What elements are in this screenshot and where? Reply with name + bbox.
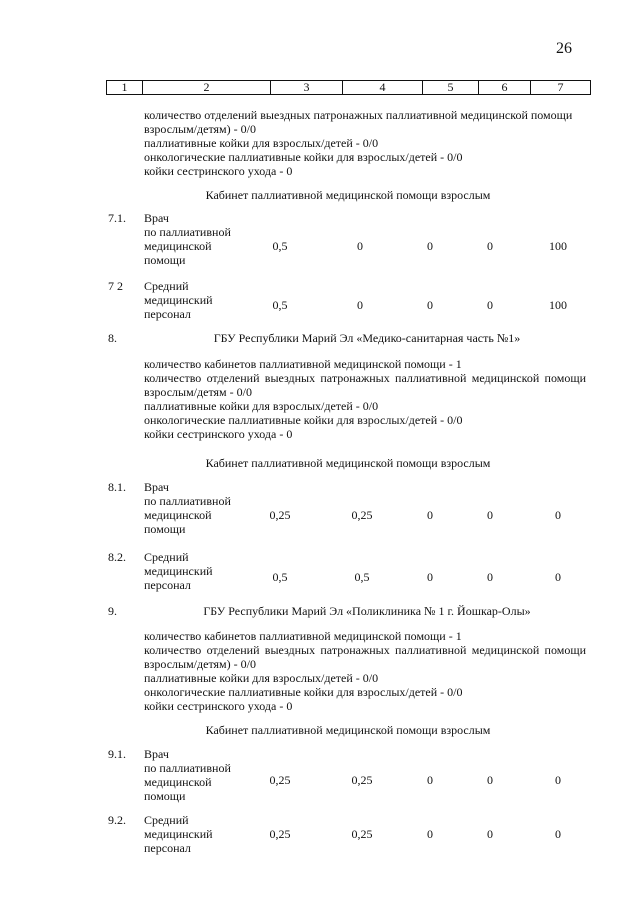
row-number: 8.2. [108,550,126,564]
row-number: 9.2. [108,813,126,827]
cell-col-6: 0 [487,239,493,253]
intro-info-line: койки сестринского ухода - 0 [144,164,293,178]
cell-col-5: 0 [427,508,433,522]
info-line: количество кабинетов паллиативной медицинской помощи - 1 [144,357,462,371]
cell-col-3: 0,5 [272,239,288,253]
position-name-line: Врач [144,211,169,225]
intro-info-line: паллиативные койки для взрослых/детей - 0/0 [144,136,379,150]
cell-col-5: 0 [427,570,433,584]
cell-col-4: 0,25 [351,827,373,841]
info-line: количество отделений выездных патронажных паллиативной медицинской помощи [144,371,586,385]
col-2-number: 2 [143,81,271,95]
info-line: взрослым/детям - 0/0 [144,385,252,399]
intro-info-line: количество отделений выездных патронажных паллиативной медицинской помощи [144,108,573,122]
cell-col-3: 0,25 [269,773,291,787]
cell-col-5: 0 [427,298,433,312]
cell-col-6: 0 [487,827,493,841]
info-line: онкологические паллиативные койки для взрослых/детей - 0/0 [144,685,463,699]
cell-col-5: 0 [427,773,433,787]
col-7-number: 7 [531,81,591,95]
position-name-line: Средний [144,550,189,564]
position-name-line: Врач [144,747,169,761]
cell-col-6: 0 [487,298,493,312]
info-line: паллиативные койки для взрослых/детей - 0/0 [144,399,379,413]
cell-col-4: 0 [357,298,363,312]
cell-col-4: 0 [357,239,363,253]
col-3-number: 3 [271,81,343,95]
position-name-line: помощи [144,253,186,267]
position-name-line: персонал [144,307,191,321]
col-4-number: 4 [343,81,423,95]
info-line: количество кабинетов паллиативной медицинской помощи - 1 [144,629,462,643]
position-name-line: медицинский [144,827,213,841]
info-line: паллиативные койки для взрослых/детей - 0/0 [144,671,379,685]
position-name-line: медицинской [144,508,212,522]
position-name-line: помощи [144,522,186,536]
cell-col-7: 0 [555,827,561,841]
section-number: 8. [108,331,117,345]
position-name-line: по паллиативной [144,761,231,775]
organization-title: ГБУ Республики Марий Эл «Поликлиника № 1 г. Йошкар-Олы» [203,604,531,618]
cell-col-4: 0,5 [354,570,370,584]
cell-col-4: 0,25 [351,773,373,787]
position-name-line: по паллиативной [144,225,231,239]
cabinet-heading: Кабинет паллиативной медицинской помощи взрослым [205,188,491,202]
row-number: 7.1. [108,211,126,225]
cell-col-7: 100 [549,298,567,312]
cell-col-3: 0,25 [269,827,291,841]
cell-col-3: 0,25 [269,508,291,522]
position-name-line: по паллиативной [144,494,231,508]
cell-col-7: 0 [555,570,561,584]
cabinet-heading: Кабинет паллиативной медицинской помощи взрослым [205,723,491,737]
position-name-line: помощи [144,789,186,803]
row-number: 7 2 [108,279,123,293]
cell-col-3: 0,5 [272,298,288,312]
position-name-line: медицинский [144,293,213,307]
row-number: 8.1. [108,480,126,494]
cell-col-5: 0 [427,827,433,841]
info-line: онкологические паллиативные койки для взрослых/детей - 0/0 [144,413,463,427]
cell-col-6: 0 [487,773,493,787]
row-number: 9.1. [108,747,126,761]
cell-col-7: 0 [555,508,561,522]
info-line: койки сестринского ухода - 0 [144,699,293,713]
cell-col-7: 100 [549,239,567,253]
position-name-line: Врач [144,480,169,494]
position-name-line: Средний [144,813,189,827]
position-name-line: персонал [144,578,191,592]
organization-title: ГБУ Республики Марий Эл «Медико-санитарная часть №1» [213,331,521,345]
intro-info-line: онкологические паллиативные койки для взрослых/детей - 0/0 [144,150,463,164]
col-1-number: 1 [107,81,143,95]
info-line: количество отделений выездных патронажных паллиативной медицинской помощи [144,643,586,657]
position-name-line: персонал [144,841,191,855]
col-6-number: 6 [479,81,531,95]
cell-col-6: 0 [487,570,493,584]
cabinet-heading: Кабинет паллиативной медицинской помощи взрослым [205,456,491,470]
col-5-number: 5 [423,81,479,95]
info-line: койки сестринского ухода - 0 [144,427,293,441]
cell-col-7: 0 [555,773,561,787]
cell-col-4: 0,25 [351,508,373,522]
position-name-line: Средний [144,279,189,293]
cell-col-5: 0 [427,239,433,253]
page-number: 26 [556,40,572,57]
column-number-header [106,80,591,95]
intro-info-line: взрослым/детям) - 0/0 [144,122,256,136]
cell-col-3: 0,5 [272,570,288,584]
cell-col-6: 0 [487,508,493,522]
position-name-line: медицинской [144,775,212,789]
info-line: взрослым/детям) - 0/0 [144,657,256,671]
section-number: 9. [108,604,117,618]
position-name-line: медицинской [144,239,212,253]
position-name-line: медицинский [144,564,213,578]
